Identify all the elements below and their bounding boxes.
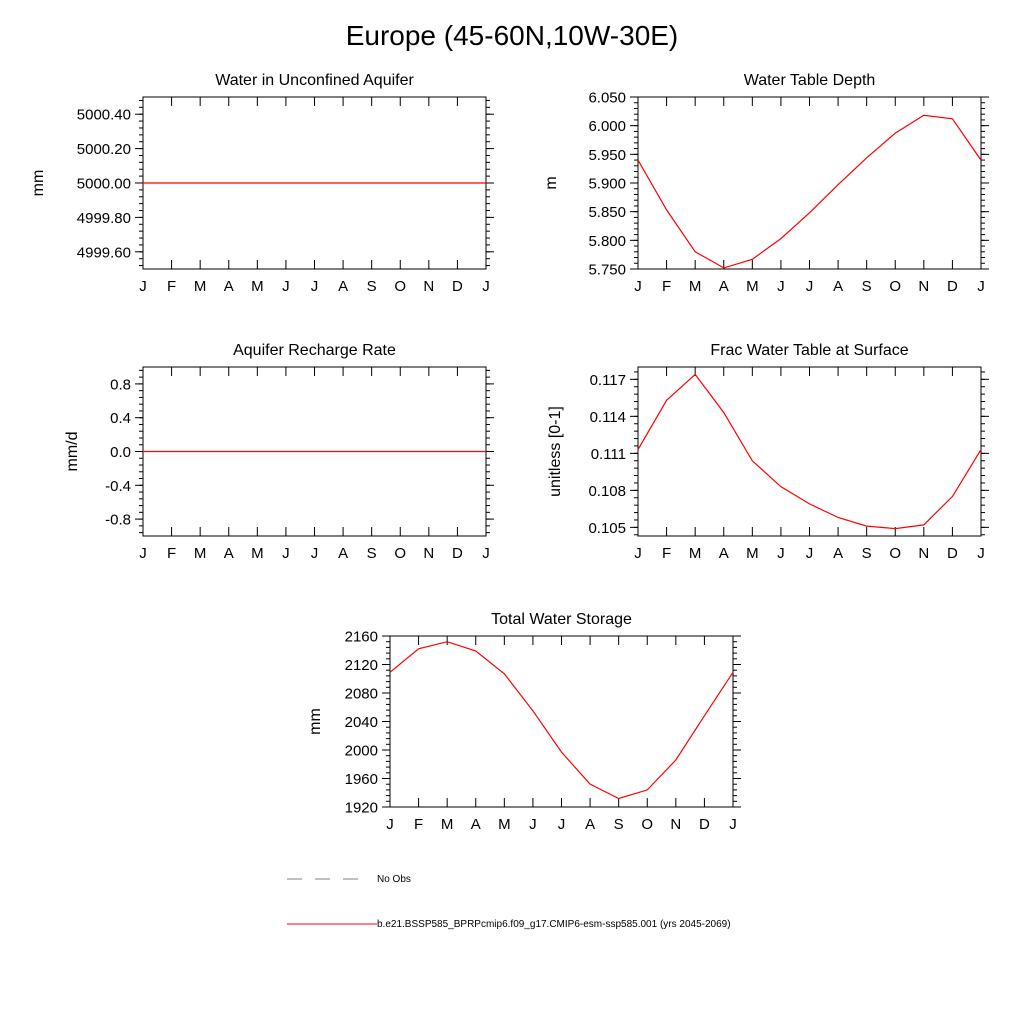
x-tick-label: J bbox=[282, 545, 290, 562]
x-tick-label: J bbox=[634, 278, 642, 295]
y-tick-label: 2040 bbox=[344, 714, 378, 731]
x-tick-label: J bbox=[386, 816, 394, 833]
plot-frame bbox=[390, 636, 733, 807]
x-tick-label: M bbox=[498, 816, 511, 833]
x-tick-label: O bbox=[889, 278, 902, 295]
legend-model-label: b.e21.BSSP585_BPRPcmip6.f09_g17.CMIP6-esm-ssp585.001 (yrs 2045-2069) bbox=[377, 919, 731, 930]
y-tick-label: 2000 bbox=[344, 742, 378, 760]
panel-recharge-rate bbox=[64, 342, 494, 562]
x-tick-label: M bbox=[688, 278, 702, 295]
x-tick-label: J bbox=[777, 545, 785, 562]
panel-title: Water Table Depth bbox=[743, 72, 876, 89]
x-tick-label: N bbox=[423, 545, 435, 562]
y-tick-label: 0.8 bbox=[110, 376, 131, 394]
x-tick-label: M bbox=[251, 278, 264, 295]
y-tick-label: 4999.60 bbox=[76, 244, 131, 262]
x-tick-label: A bbox=[585, 816, 596, 833]
series-line bbox=[390, 642, 733, 799]
legend bbox=[287, 874, 731, 930]
y-tick-label: 4999.80 bbox=[76, 209, 131, 227]
x-tick-label: J bbox=[805, 278, 814, 295]
x-tick-label: F bbox=[166, 278, 177, 295]
y-tick-label: 0.4 bbox=[110, 410, 131, 428]
y-tick-label: 6.050 bbox=[588, 89, 626, 107]
y-tick-label: 0.108 bbox=[588, 482, 626, 500]
x-tick-label: D bbox=[946, 545, 958, 562]
x-tick-label: O bbox=[394, 278, 407, 295]
y-tick-label: 5.750 bbox=[588, 261, 626, 279]
y-tick-label: 1960 bbox=[344, 771, 378, 788]
y-axis-label: mm/d bbox=[64, 431, 81, 472]
x-tick-label: A bbox=[338, 278, 349, 295]
x-tick-label: D bbox=[451, 545, 463, 562]
x-tick-label: S bbox=[366, 545, 377, 562]
x-tick-label: A bbox=[223, 278, 234, 295]
y-tick-label: 1920 bbox=[344, 799, 378, 817]
x-tick-label: J bbox=[557, 816, 566, 833]
x-tick-label: M bbox=[440, 816, 454, 833]
x-tick-label: D bbox=[698, 816, 710, 833]
panel-title: Aquifer Recharge Rate bbox=[233, 342, 396, 359]
x-tick-label: J bbox=[139, 278, 147, 295]
x-tick-label: J bbox=[310, 278, 319, 295]
y-tick-label: 0.0 bbox=[110, 444, 131, 461]
x-tick-label: M bbox=[251, 545, 264, 562]
x-tick-label: A bbox=[338, 545, 349, 562]
x-tick-label: J bbox=[777, 278, 785, 295]
y-tick-label: 5.900 bbox=[588, 175, 626, 193]
y-tick-label: 0.111 bbox=[590, 445, 626, 463]
panel-aquifer bbox=[30, 72, 494, 295]
x-tick-label: J bbox=[977, 545, 985, 562]
x-tick-label: O bbox=[394, 545, 407, 562]
x-tick-label: M bbox=[193, 278, 207, 295]
y-tick-label: -0.8 bbox=[105, 511, 131, 529]
x-tick-label: J bbox=[482, 278, 490, 295]
x-tick-label: N bbox=[670, 816, 682, 833]
x-tick-label: J bbox=[977, 278, 985, 295]
x-tick-label: M bbox=[193, 545, 207, 562]
x-tick-label: J bbox=[529, 816, 537, 833]
panel-water-table-depth bbox=[543, 72, 989, 295]
y-tick-label: 6.000 bbox=[588, 118, 626, 136]
x-tick-label: O bbox=[889, 545, 902, 562]
x-tick-label: A bbox=[833, 278, 844, 295]
x-tick-label: A bbox=[833, 545, 844, 562]
x-tick-label: M bbox=[746, 545, 759, 562]
x-tick-label: O bbox=[641, 816, 654, 833]
y-tick-label: 0.114 bbox=[589, 408, 626, 426]
x-tick-label: A bbox=[223, 545, 234, 562]
x-tick-label: A bbox=[470, 816, 481, 833]
x-tick-label: D bbox=[946, 278, 958, 295]
y-axis-label: mm bbox=[307, 708, 324, 735]
panel-title: Frac Water Table at Surface bbox=[710, 342, 909, 359]
x-tick-label: N bbox=[918, 545, 930, 562]
x-tick-label: F bbox=[661, 278, 672, 295]
x-tick-label: J bbox=[482, 545, 490, 562]
panel-title: Total Water Storage bbox=[491, 611, 632, 628]
y-tick-label: 5.800 bbox=[588, 232, 626, 250]
y-tick-label: -0.4 bbox=[105, 477, 131, 495]
legend-obs-label: No Obs bbox=[377, 874, 411, 885]
x-tick-label: S bbox=[366, 278, 377, 295]
y-tick-label: 0.117 bbox=[589, 371, 626, 389]
x-tick-label: S bbox=[861, 545, 872, 562]
y-tick-label: 2080 bbox=[344, 685, 378, 703]
series-line bbox=[638, 115, 981, 268]
panel-frac-water-table bbox=[547, 342, 989, 562]
x-tick-label: S bbox=[861, 278, 872, 295]
y-tick-label: 5000.40 bbox=[76, 106, 131, 124]
series-line bbox=[638, 374, 981, 528]
y-axis-label: mm bbox=[30, 169, 47, 197]
x-tick-label: J bbox=[634, 545, 642, 562]
x-tick-label: D bbox=[451, 278, 463, 295]
y-axis-label: m bbox=[543, 176, 560, 190]
y-tick-label: 2120 bbox=[344, 657, 378, 674]
x-tick-label: J bbox=[282, 278, 290, 295]
x-tick-label: A bbox=[718, 278, 729, 295]
x-tick-label: F bbox=[661, 545, 672, 562]
x-tick-label: J bbox=[729, 816, 737, 833]
figure-title: Europe (45-60N,10W-30E) bbox=[345, 20, 679, 51]
x-tick-label: J bbox=[805, 545, 814, 562]
y-tick-label: 5.950 bbox=[588, 146, 626, 164]
x-tick-label: M bbox=[746, 278, 759, 295]
x-tick-label: F bbox=[413, 816, 424, 833]
y-tick-label: 5000.20 bbox=[76, 141, 131, 159]
x-tick-label: A bbox=[718, 545, 729, 562]
x-tick-label: J bbox=[310, 545, 319, 562]
x-tick-label: M bbox=[688, 545, 702, 562]
y-axis-label: unitless [0-1] bbox=[547, 406, 564, 497]
y-tick-label: 2160 bbox=[344, 628, 378, 646]
y-tick-label: 5.850 bbox=[588, 204, 626, 222]
x-tick-label: N bbox=[423, 278, 435, 295]
x-tick-label: S bbox=[613, 816, 624, 833]
panel-total-water-storage bbox=[307, 611, 741, 833]
x-tick-label: J bbox=[139, 545, 147, 562]
x-tick-label: N bbox=[918, 278, 930, 295]
plot-frame bbox=[638, 367, 981, 536]
y-tick-label: 5000.00 bbox=[76, 175, 131, 193]
y-tick-label: 0.105 bbox=[588, 519, 626, 537]
panel-title: Water in Unconfined Aquifer bbox=[215, 72, 414, 89]
x-tick-label: F bbox=[166, 545, 177, 562]
